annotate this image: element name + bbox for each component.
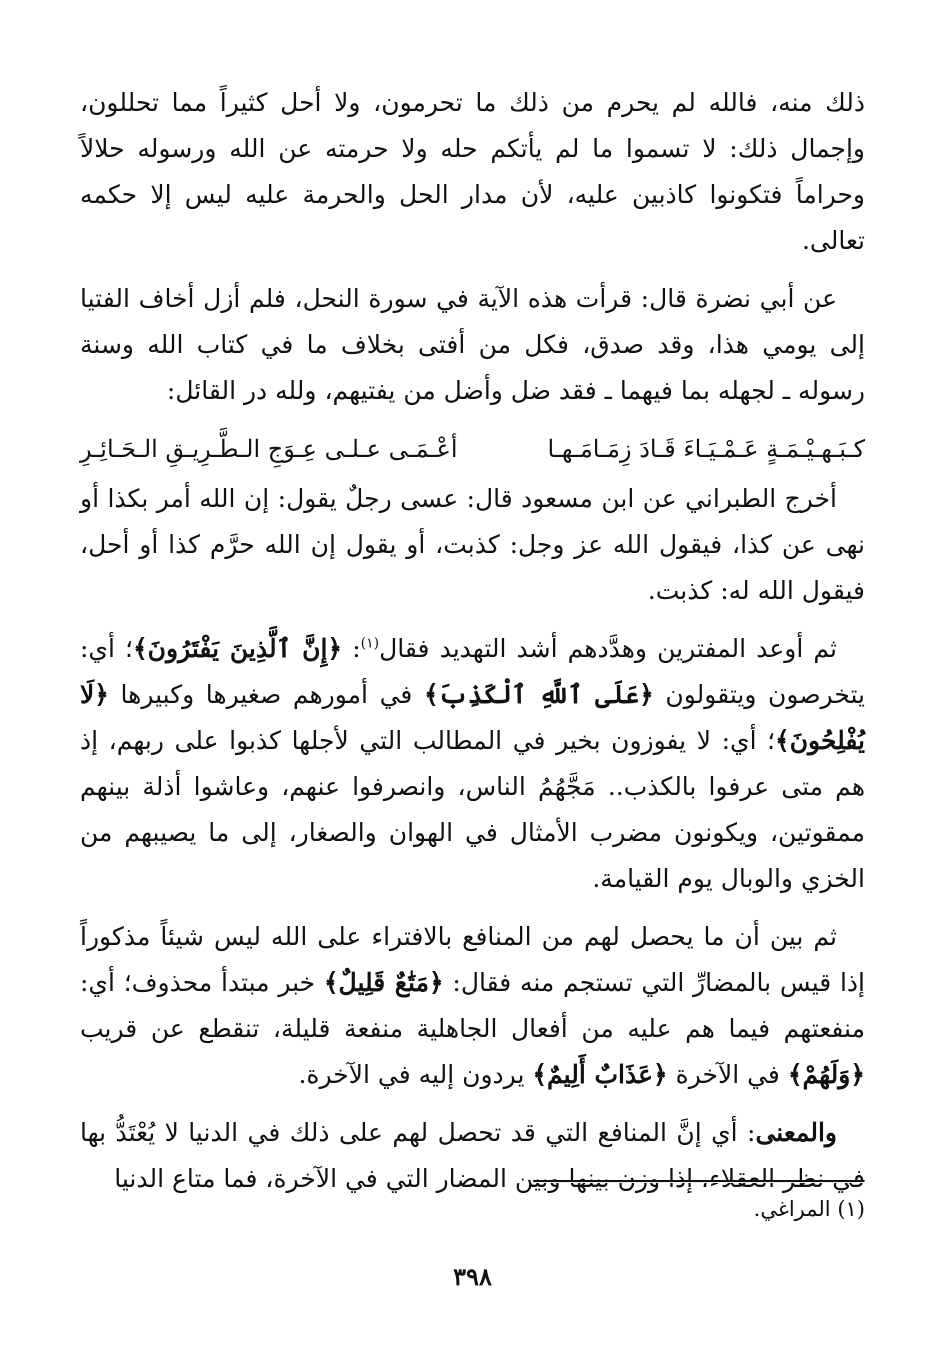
verse-hemistich-2: أعْـمَـى عـلـى عِـوَجِ الـطَّـرِيـقِ الـحَـائِـرِ [80,435,458,463]
text-run: ؛ أي: يتخرصون ويتقولون [80,634,865,709]
footnote-reference: (١) [360,635,380,652]
text-run: يردون إليه في الآخرة. [298,1060,533,1089]
footnote-separator [533,1180,865,1183]
verse-hemistich-1: كـبَـهـيْـمَـةٍ عَـمْـيَـاءَ قَـادَ زِمَـامَـهـا [547,435,865,463]
page-body [80,80,865,1360]
lead-word: والمعنى [755,1118,837,1147]
paragraph-1: ذلك منه، فالله لم يحرم من ذلك ما تحرمون، ولا أحل كثيراً مما تحللون، وإجمال ذلك: لا تسموا ما لم يأتكم حله ولا حرمته عن الله ورسوله حلالاً وحراماً فتكونوا كاذبين عليه، لأن مدار الحل والحرمة عليه ليس إلا حكمه تعالى. [80,88,865,255]
footnote-text: المراغي. [753,1197,831,1221]
quran-quote: ﴿وَلَهُمْ﴾ [787,1060,865,1089]
paragraph-3: أخرج الطبراني عن ابن مسعود قال: عسى رجلٌ يقول: إن الله أمر بكذا أو نهى عن كذا، فيقول الله عز وجل: كذبت، أو يقول إن الله حرَّم كذا أو أحل، فيقول الله له: كذبت. [80,484,865,605]
quran-quote: ﴿عَلَى ٱللَّهِ ٱلْكَذِبَ﴾ [423,680,654,709]
text-run: ثم أوعد المفترين وهدَّدهم أشد التهديد فقال [379,634,837,663]
paragraph-4 [80,626,865,902]
quran-quote: ﴿لَا يُفْلِحُونَ﴾ [80,680,865,755]
text-run: خبر مبتدأ محذوف؛ أي: منفعتهم فيما هم عليه من أفعال الجاهلية منفعة قليلة، تنقطع عن قريب [80,968,865,1043]
quran-quote: ﴿مَتَٰعٌ قَلِيلٌ﴾ [323,968,444,997]
text-run: : أي إنَّ المنافع التي قد تحصل لهم على ذلك في الدنيا لا يُعْتَدُّ بها في نظر العقلاء، إذا وزن بينها وبين المضار التي في الآخرة، فما متاع الدنيا [80,1118,865,1193]
text-run: : [342,634,361,663]
text-run: ؛ أي: لا يفوزون بخير في المطالب التي لأجلها كذبوا على ربهم، إذ هم متى عرفوا بالكذب.. مَجَّهُمُ الناس، وانصرفوا عنهم، وعاشوا أذلة بينهم ممقوتين، ويكونون مضرب الأمثال في الهوان والصغار، إلى ما يصيبهم من الخزي والوبال يوم القيامة. [80,726,865,893]
quran-quote: ﴿إِنَّ ٱلَّذِينَ يَفْتَرُونَ﴾ [133,634,343,663]
paragraph-5 [80,914,865,1098]
text-run: في الآخرة [667,1060,788,1089]
poetry-verse [80,426,865,472]
text-run: ثم بين أن ما يحصل لهم من المنافع بالافتراء على الله ليس شيئاً مذكوراً إذا قيس بالمضارِّ التي تستجم منه فقال: [80,922,866,997]
text-run: في أمورهم صغيرها وكبيرها [108,680,424,709]
paragraph-2: عن أبي نضرة قال: قرأت هذه الآية في سورة النحل، فلم أزل أخاف الفتيا إلى يومي هذا، وقد صدق، فكل من أفتى بخلاف ما في كتاب الله وسنة رسوله ـ لجهله بما فيهما ـ فقد ضل وأضل من يفتيهم، ولله در القائل: [80,284,866,405]
footnote [754,1194,865,1224]
footnote-marker: (١) [837,1197,865,1221]
paragraph-6 [80,1110,865,1202]
quran-quote: ﴿عَذَابٌ أَلِيمٌ﴾ [532,1060,668,1089]
page-number: ٣٩٨ [453,1262,492,1291]
